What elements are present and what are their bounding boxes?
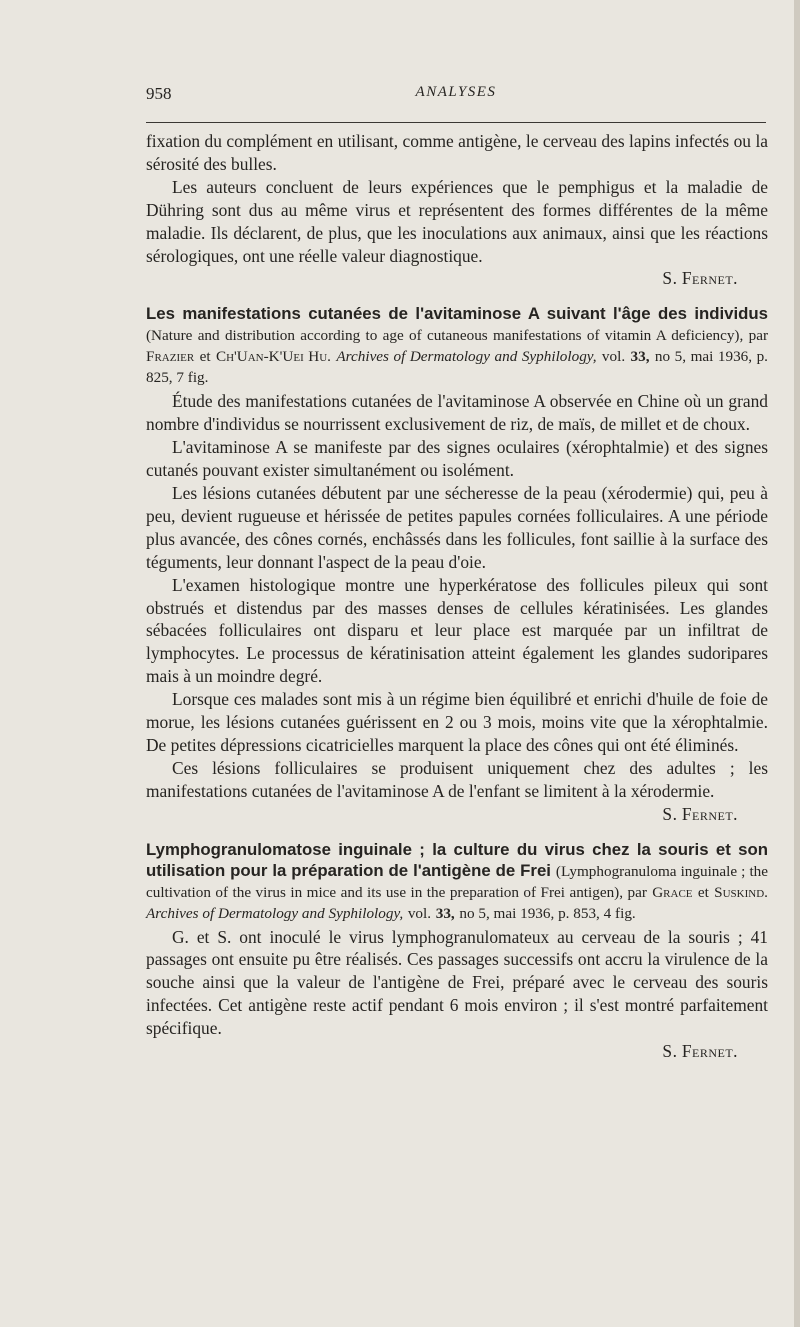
article-heading bbox=[146, 303, 768, 387]
article-lymphogranulomatose bbox=[146, 839, 768, 1063]
header-rule bbox=[146, 122, 766, 123]
journal-name: Archives of Dermatology and Syphilology, bbox=[146, 904, 404, 922]
conclusion-paragraph: Les auteurs concluent de leurs expériences que le pemphigus et la maladie de Dühring sont dus au même virus et représentent des formes différentes de la même maladie. Ils déclarent, de plus, que les inoculations aux animaux, ainsi que les réactions sérologiques, ont une réelle valeur diagnostique. bbox=[146, 176, 768, 266]
article-paragraph: Les lésions cutanées débutent par une sécheresse de la peau (xérodermie) qui, peu à peu, devient rugueuse et hérissée de petites papules cornées folliculaires. A une période plus avancée, des cônes cornés, enchâssés dans les follicules, font saillie à la surface des téguments, leur donnant l'aspect de la peau d'oie. bbox=[146, 482, 768, 572]
article-paragraph: L'avitaminose A se manifeste par des signes oculaires (xérophtalmie) et des signes cutanés pouvant exister simultanément ou isolément. bbox=[146, 437, 768, 481]
article-paragraph: G. et S. ont inoculé le virus lymphogranulomateux au cerveau de la souris ; 41 passages ont ensuite pu être réalisés. Ces passages successifs ont accru la virulence de la souche ainsi que la valeur de l'antigène de Frei, préparé avec le cerveau des souris infectées. Cet antigène reste actif pendant 6 mois environ ; il s'est montré parfaitement spécifique. bbox=[146, 926, 768, 1039]
article-paragraph: L'examen histologique montre une hyperkératose des follicules pileux qui sont obstrués et distendus par des masses denses de cellules kératinisées. Les glandes sébacées folliculaires ont disparu et leur place est marquée par un infiltrat de lymphocytes. Le processus de kératinisation atteint également les glandes sudoripares mais à un moindre degré. bbox=[146, 574, 768, 687]
volume-number: 33, bbox=[435, 904, 455, 922]
article-title: Les manifestations cutanées de l'avitaminose A suivant l'âge des individus bbox=[146, 304, 768, 324]
signature-initial: S. bbox=[662, 1041, 678, 1062]
signature-name: Fernet. bbox=[681, 1041, 738, 1062]
volume-label: vol. bbox=[407, 904, 432, 922]
issue-info: no 5, mai 1936, p. 853, 4 fig. bbox=[459, 904, 636, 922]
conjunction: et bbox=[697, 883, 709, 901]
running-header bbox=[146, 84, 766, 110]
author-name: Frazier bbox=[146, 348, 195, 366]
running-title: ANALYSES bbox=[415, 84, 497, 100]
article-subtitle: (Lymphogranuloma inguinale ; the cultivation of the virus in mice and its use in the preparation of Frei antigen), par bbox=[146, 862, 769, 901]
page-number: 958 bbox=[146, 84, 172, 103]
article-subtitle: (Nature and distribution according to age of cutaneous manifestations of vitamin A deficiency), par bbox=[146, 327, 768, 345]
signature-name: Fernet. bbox=[681, 268, 738, 289]
signature-initial: S. bbox=[662, 268, 678, 289]
author-name: Suskind. bbox=[714, 883, 768, 901]
volume-number: 33, bbox=[630, 348, 650, 366]
author-name: Grace bbox=[652, 883, 693, 901]
article-paragraph: Ces lésions folliculaires se produisent uniquement chez des adultes ; les manifestations cutanées de l'avitaminose A de l'enfant se limitent à la xérodermie. bbox=[146, 757, 768, 801]
signature-name: Fernet. bbox=[681, 803, 738, 824]
article-title: Lymphogranulomatose inguinale ; la culture du virus chez la souris et son utilisation pour la préparation de l'antigène de Frei bbox=[146, 839, 768, 880]
signature bbox=[146, 803, 768, 826]
conjunction: et bbox=[199, 348, 211, 366]
signature bbox=[146, 1040, 768, 1063]
article-avitaminose bbox=[146, 303, 768, 825]
signature-initial: S. bbox=[662, 803, 678, 824]
signature bbox=[146, 267, 768, 290]
author-name: Ch'Uan-K'Uei Hu. bbox=[215, 348, 331, 366]
page-body bbox=[146, 130, 768, 1063]
journal-name: Archives of Dermatology and Syphilology, bbox=[336, 348, 597, 366]
volume-label: vol. bbox=[601, 348, 626, 366]
continued-paragraph: fixation du complément en utilisant, comme antigène, le cerveau des lapins infectés ou la sérosité des bulles. bbox=[146, 131, 768, 174]
article-paragraph: Étude des manifestations cutanées de l'avitaminose A observée en Chine où un grand nombre d'individus se nourrissent exclusivement de riz, de maïs, de millet et de choux. bbox=[146, 391, 768, 435]
issue-info: no 5, mai 1936, p. 825, 7 fig. bbox=[146, 348, 768, 387]
article-paragraph: Lorsque ces malades sont mis à un régime bien équilibré et enrichi d'huile de foie de morue, les lésions cutanées guérissent en 2 ou 3 mois, moins vite que la xérophtalmie. De petites dépressions cicatricielles marquent la place des cônes qui ont été éliminés. bbox=[146, 689, 768, 755]
page-edge-shadow bbox=[794, 0, 800, 1327]
article-heading bbox=[146, 839, 768, 923]
